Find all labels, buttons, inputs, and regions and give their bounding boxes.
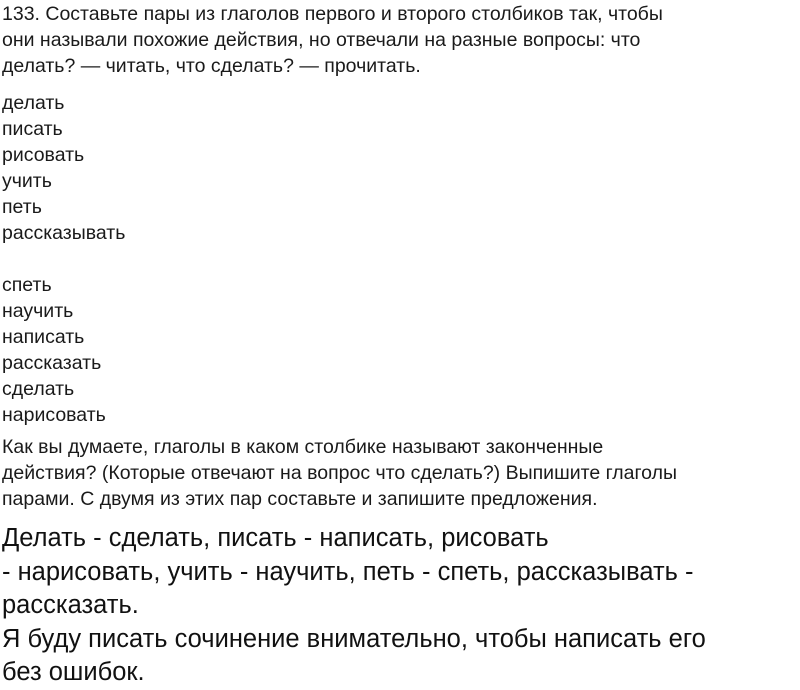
- verb-item: петь: [2, 196, 42, 218]
- question-line: парами. С двумя из этих пар составьте и запишите предложения.: [2, 488, 598, 510]
- verb-item: нарисовать: [2, 404, 106, 426]
- answer-text: [2, 522, 798, 690]
- verb-item: учить: [2, 170, 52, 192]
- verb-item: научить: [2, 300, 74, 322]
- verb-item: написать: [2, 326, 85, 348]
- exercise-question: [2, 434, 798, 512]
- verb-item: рисовать: [2, 144, 85, 166]
- verb-item: спеть: [2, 274, 52, 296]
- answer-line: - нарисовать, учить - научить, петь - спеть, рассказывать -: [2, 557, 694, 586]
- verb-item: писать: [2, 118, 63, 140]
- answer-line: Делать - сделать, писать - написать, рисовать: [2, 524, 549, 552]
- task-line: делать? — читать, что сделать? — прочитать.: [2, 55, 421, 77]
- answer-line: без ошибок.: [2, 658, 145, 686]
- answer-line: рассказать.: [2, 591, 139, 619]
- verb-item: рассказывать: [2, 222, 126, 244]
- verb-column-2: [2, 272, 798, 428]
- exercise-task: [2, 0, 798, 79]
- answer-line: Я буду писать сочинение внимательно, чтобы написать его: [2, 624, 706, 653]
- verb-item: делать: [2, 92, 65, 114]
- verb-column-1: [2, 90, 798, 246]
- verb-item: рассказать: [2, 352, 102, 374]
- verb-item: сделать: [2, 378, 75, 400]
- task-line: они называли похожие действия, но отвечали на разные вопросы: что: [2, 29, 641, 51]
- document-page: [2, 0, 798, 690]
- task-line: 133. Составьте пары из глаголов первого и второго столбиков так, чтобы: [2, 3, 663, 25]
- question-line: Как вы думаете, глаголы в каком столбике называют законченные: [2, 436, 604, 458]
- question-line: действия? (Которые отвечают на вопрос что сделать?) Выпишите глаголы: [2, 462, 677, 484]
